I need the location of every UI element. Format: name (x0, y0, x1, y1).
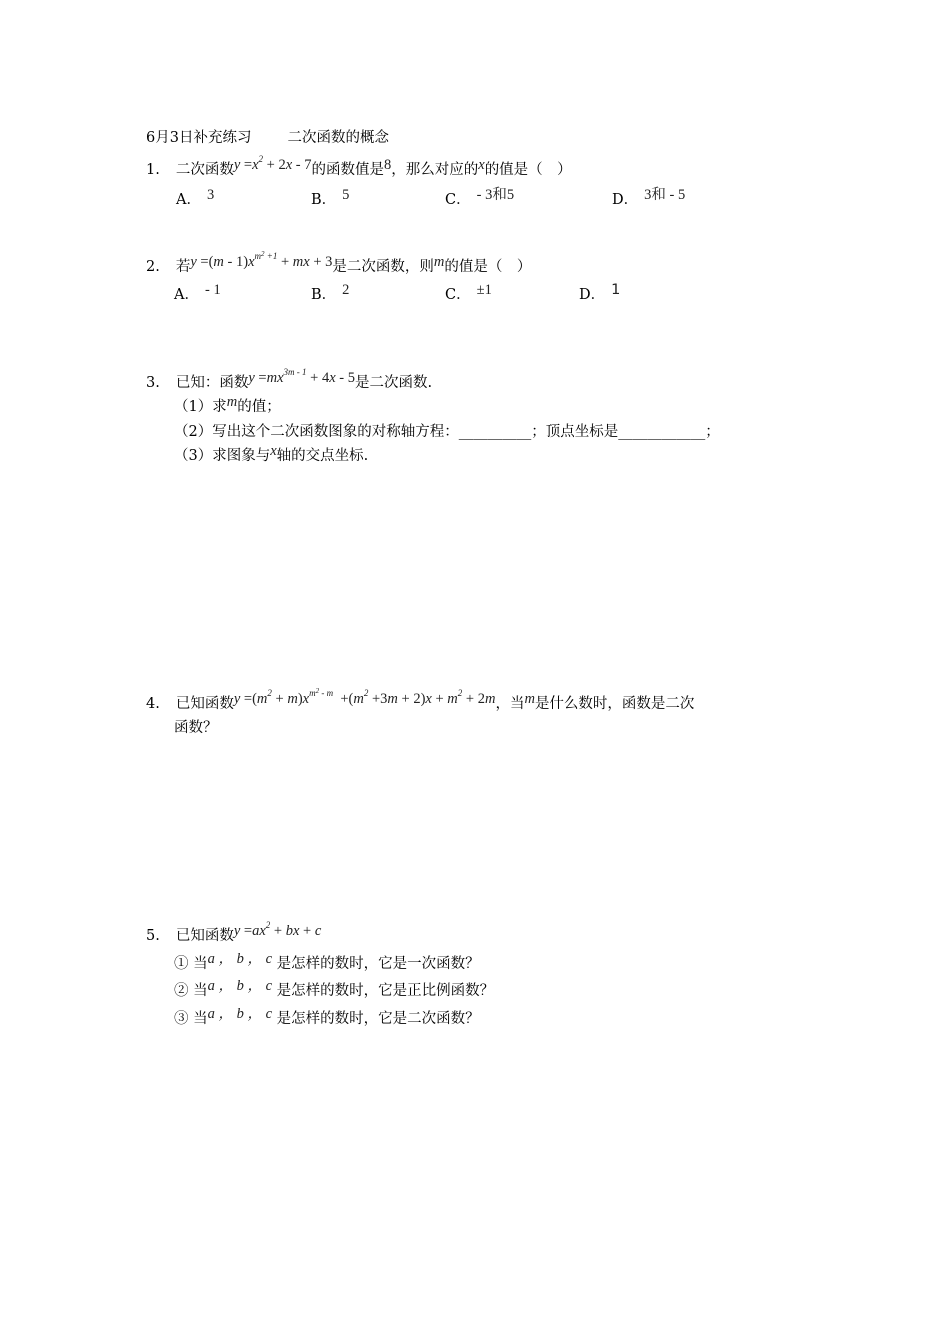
math-expression-rest: =( (196, 254, 214, 270)
math-expression: y (233, 691, 241, 707)
math-expression-part5: + 2 (462, 691, 485, 707)
math-expression-end: - 5 (335, 370, 355, 386)
question-5-item-3 (174, 1006, 480, 1029)
math-expression-part2: +3 (368, 691, 388, 707)
math-expression-power: $x^{m^2 - m}$ (302, 687, 334, 707)
math-expression: y (233, 157, 241, 173)
option-value: - 1 (204, 282, 221, 298)
question-number: 2. (146, 259, 160, 275)
option-value: 2 (342, 282, 350, 298)
option-b (311, 187, 350, 210)
option-d (612, 187, 686, 210)
item-text: 当 (193, 983, 208, 999)
math-expression-tail: + 2 (263, 157, 286, 173)
question-text: ，当 (495, 696, 525, 712)
option-label: B． (311, 287, 337, 303)
question-4-continued (174, 718, 218, 738)
sub-question-text: （1）求 (174, 399, 227, 415)
math-variable: m (524, 691, 535, 707)
math-expression-part4: + (431, 691, 448, 707)
math-expression-term: $ax^2$ (252, 920, 271, 939)
math-expression-plus: + (271, 691, 288, 707)
math-variable: x (478, 157, 485, 173)
math-expression-term: $mx^{3m - 1}$ (266, 367, 307, 386)
question-3 (146, 367, 433, 393)
question-text: 若 (175, 259, 191, 275)
math-expression-term: $x^{m^2 +1}$ (248, 250, 278, 270)
question-number: 1. (146, 162, 160, 178)
item-text: 是怎样的数时，它是正比例函数？ (276, 983, 495, 999)
question-text: ，那么对应的 (391, 162, 479, 178)
sub-question-text: （2）写出这个二次函数图象的对称轴方程：__________；顶点坐标是____________； (174, 424, 720, 440)
math-expression: y (248, 370, 255, 386)
sub-question-text: 轴的交点坐标. (276, 448, 369, 464)
math-variables: a ， b ， c (207, 951, 273, 967)
question-text: 的值是（ ） (484, 162, 572, 178)
math-expression: y (190, 254, 197, 270)
item-text: 是怎样的数时，它是一次函数？ (276, 956, 480, 972)
math-expression-end: c (314, 923, 322, 939)
option-a (176, 187, 215, 210)
question-5-item-2 (174, 978, 495, 1001)
worksheet-header (146, 128, 389, 148)
math-expression-rest: =( (240, 691, 257, 707)
sub-question-text: 的值； (237, 399, 281, 415)
question-number: 4. (146, 696, 160, 712)
question-text: 的值是（ ） (444, 259, 532, 275)
question-text: 的函数值是 (311, 162, 384, 178)
option-label: C． (445, 192, 471, 208)
question-text: 是二次函数. (354, 375, 433, 391)
option-a (174, 282, 221, 305)
math-expression-bx: bx (285, 923, 300, 939)
option-value: 3和 - 5 (644, 187, 686, 203)
question-text: 已知：函数 (175, 375, 249, 391)
math-expression-var: x (285, 157, 293, 173)
math-expression-plus: + (277, 254, 293, 270)
option-label: A． (174, 287, 199, 303)
item-marker: ② (174, 983, 189, 999)
question-3-part-2 (174, 422, 720, 442)
math-variable: x (270, 443, 277, 459)
worksheet-title: 6月3日补充练习 (146, 130, 252, 146)
question-3-part-1 (174, 394, 281, 417)
math-variable: m (433, 254, 445, 270)
math-expression-paren: ) (297, 691, 303, 707)
math-expression-term3: $m^2$ (447, 688, 463, 707)
math-expression-rest: = (240, 157, 253, 173)
item-text: 是怎样的数时，它是二次函数？ (276, 1011, 480, 1027)
option-d (579, 282, 621, 305)
math-expression-rest: = (254, 370, 267, 386)
question-text: 已知函数 (175, 928, 234, 944)
option-c (445, 187, 515, 210)
math-expression-var: m (287, 691, 298, 707)
worksheet-topic: 二次函数的概念 (287, 130, 389, 146)
math-expression-term2: $m^2$ (353, 688, 369, 707)
question-3-part-3 (174, 443, 369, 466)
math-expression-var2: m (387, 691, 398, 707)
question-text: 二次函数 (175, 162, 234, 178)
math-expression-end: + 3 (309, 254, 333, 270)
math-expression-end: m (484, 691, 496, 707)
question-text: 是什么数时，函数是二次 (534, 696, 695, 712)
math-expression-term: $m^2$ (256, 688, 272, 707)
math-expression-var: x (329, 370, 336, 386)
math-expression-x: x (425, 691, 432, 707)
math-variables: a ， b ， c (207, 1006, 273, 1022)
math-expression-plus2: + (299, 923, 315, 939)
option-label: B． (311, 192, 337, 208)
math-expression-end: - 7 (292, 157, 312, 173)
math-expression-plus: + (270, 923, 286, 939)
question-text: 是二次函数，则 (332, 259, 434, 275)
question-5 (146, 920, 322, 946)
option-value: 1 (611, 282, 621, 298)
option-value: 5 (342, 187, 350, 203)
option-label: A． (176, 192, 201, 208)
sub-question-text: （3）求图象与 (174, 448, 271, 464)
question-number: 5. (146, 928, 160, 944)
question-2 (146, 250, 532, 277)
item-marker: ① (174, 956, 189, 972)
option-label: D． (612, 192, 639, 208)
option-label: D． (579, 287, 606, 303)
item-text: 当 (193, 956, 208, 972)
option-value: ±1 (476, 282, 492, 298)
question-text: 函数？ (174, 720, 218, 736)
math-expression-rest: = (240, 923, 253, 939)
question-5-item-1 (174, 951, 480, 974)
item-marker: ③ (174, 1011, 189, 1027)
question-number: 3. (146, 375, 160, 391)
math-expression-plus: + 4 (306, 370, 330, 386)
option-c (445, 282, 492, 305)
question-4 (146, 687, 695, 714)
question-text: 已知函数 (175, 696, 234, 712)
option-value: - 3和5 (476, 187, 515, 203)
math-variables: a ， b ， c (207, 978, 273, 994)
option-label: C． (445, 287, 471, 303)
math-expression-mx: mx (292, 254, 310, 270)
math-expression-part3: + 2) (397, 691, 426, 707)
item-text: 当 (193, 1011, 208, 1027)
math-expression: y (233, 923, 241, 939)
math-expression-part: - 1) (223, 254, 249, 270)
math-value: 8 (384, 157, 392, 173)
math-expression-term: $x^2$ (252, 154, 264, 173)
math-variable: m (226, 394, 238, 410)
option-value: 3 (206, 187, 215, 203)
question-1 (146, 154, 572, 180)
math-expression-part: +( (333, 691, 354, 707)
math-expression-var: m (213, 254, 224, 270)
option-b (311, 282, 350, 305)
